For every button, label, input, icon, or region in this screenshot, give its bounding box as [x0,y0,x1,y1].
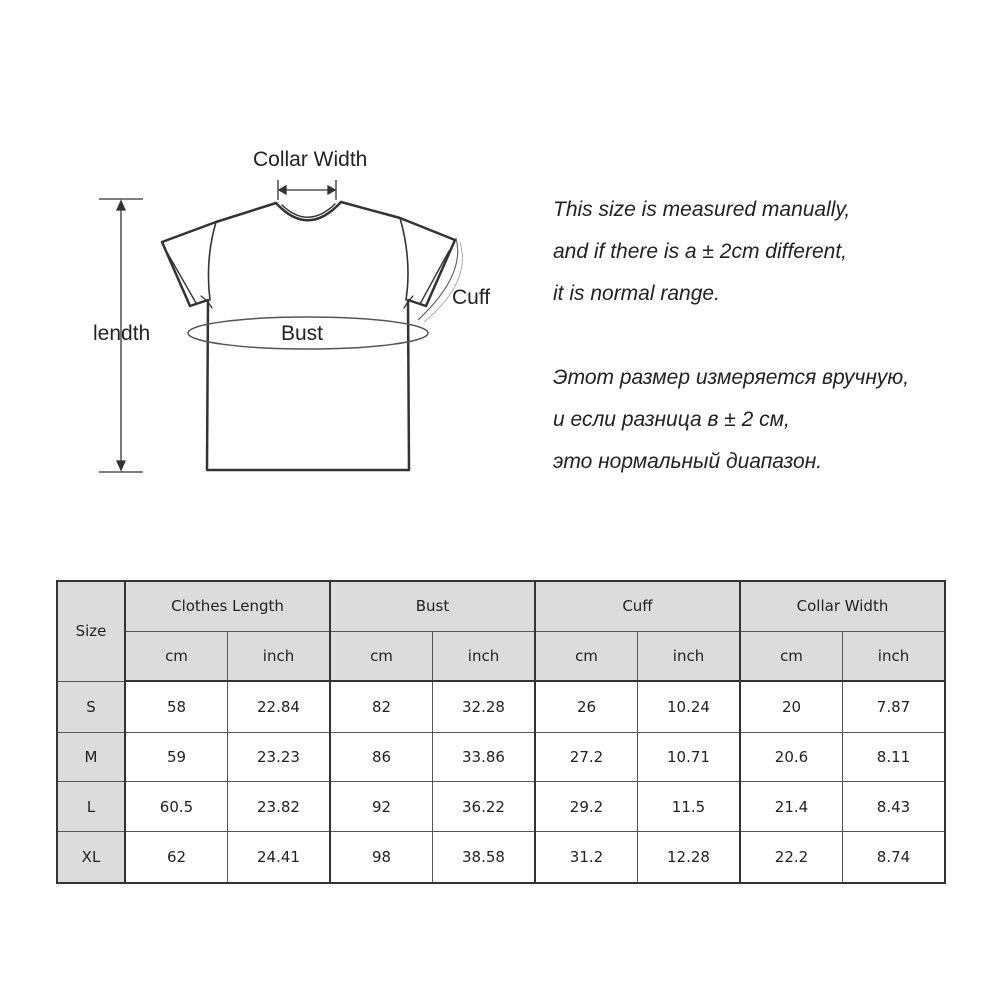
value-cell: 36.22 [433,782,536,832]
size-cell: M [57,732,125,782]
value-cell: 82 [330,681,433,732]
value-cell: 86 [330,732,433,782]
table-row [57,681,945,732]
value-cell: 23.23 [228,732,331,782]
group-header-collar-width: Collar Width [740,581,945,631]
note-ru-line-3: это нормальный диапазон. [553,450,823,473]
value-cell: 22.2 [740,832,843,883]
value-cell: 10.71 [638,732,741,782]
group-header-clothes-length: Clothes Length [125,581,330,631]
size-cell: S [57,681,125,732]
unit-header: inch [228,631,331,681]
value-cell: 60.5 [125,782,228,832]
tshirt-diagram [0,0,520,520]
note-ru-line-2: и если разница в ± 2 см, [553,408,790,431]
unit-header: cm [330,631,433,681]
value-cell: 62 [125,832,228,883]
value-cell: 38.58 [433,832,536,883]
value-cell: 22.84 [228,681,331,732]
value-cell: 31.2 [535,832,638,883]
value-cell: 10.24 [638,681,741,732]
unit-header: cm [125,631,228,681]
value-cell: 20.6 [740,732,843,782]
cuff-label: Cuff [452,286,491,309]
size-cell: XL [57,832,125,883]
unit-header: inch [638,631,741,681]
value-cell: 21.4 [740,782,843,832]
value-cell: 59 [125,732,228,782]
value-cell: 33.86 [433,732,536,782]
table-row [57,782,945,832]
table-row [57,832,945,883]
value-cell: 7.87 [843,681,946,732]
value-cell: 26 [535,681,638,732]
note-en-line-2: and if there is a ± 2cm different, [553,240,847,263]
value-cell: 8.74 [843,832,946,883]
value-cell: 11.5 [638,782,741,832]
length-label: lendth [93,322,151,345]
collar-width-label: Collar Width [253,148,368,171]
size-cell: L [57,782,125,832]
unit-header: inch [433,631,536,681]
tshirt-illustration [0,0,520,520]
note-ru-line-1: Этот размер измеряется вручную, [553,366,910,389]
value-cell: 20 [740,681,843,732]
unit-header: cm [740,631,843,681]
note-en-line-3: it is normal range. [553,282,720,305]
table-row [57,732,945,782]
unit-header: inch [843,631,946,681]
value-cell: 27.2 [535,732,638,782]
size-header: Size [57,581,125,681]
value-cell: 29.2 [535,782,638,832]
value-cell: 98 [330,832,433,883]
size-chart-table [56,580,946,884]
value-cell: 8.43 [843,782,946,832]
value-cell: 12.28 [638,832,741,883]
note-en-line-1: This size is measured manually, [553,198,851,221]
bust-label: Bust [281,322,324,345]
value-cell: 58 [125,681,228,732]
group-header-cuff: Cuff [535,581,740,631]
value-cell: 24.41 [228,832,331,883]
group-header-bust: Bust [330,581,535,631]
value-cell: 92 [330,782,433,832]
value-cell: 23.82 [228,782,331,832]
value-cell: 8.11 [843,732,946,782]
unit-header: cm [535,631,638,681]
value-cell: 32.28 [433,681,536,732]
